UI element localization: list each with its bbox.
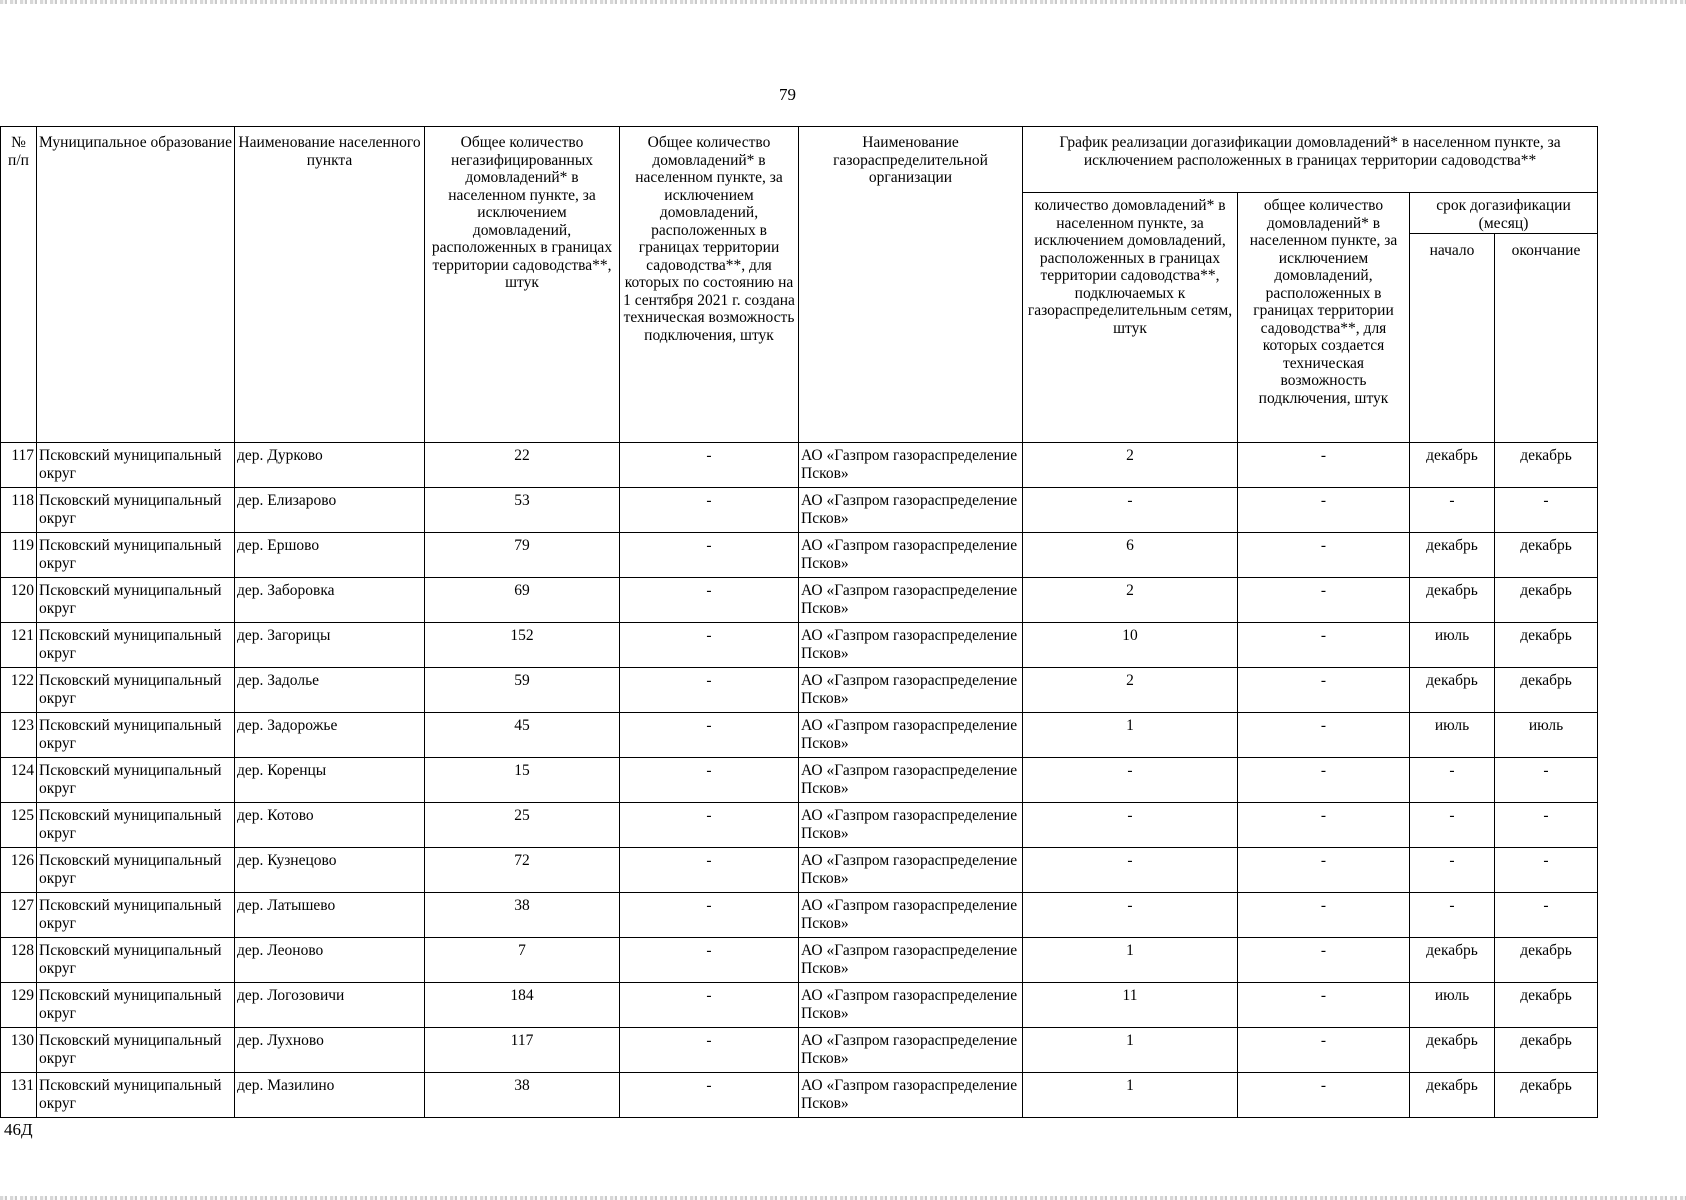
row-connected-count: 6 (1023, 533, 1238, 578)
row-connected-count: - (1023, 758, 1238, 803)
row-total-possible: - (620, 893, 799, 938)
row-created-count: - (1238, 893, 1410, 938)
row-term-start: - (1410, 893, 1495, 938)
row-connected-count: 10 (1023, 623, 1238, 668)
row-created-count: - (1238, 848, 1410, 893)
row-number: 128 (1, 938, 37, 983)
row-term-start: июль (1410, 713, 1495, 758)
row-gas-org: АО «Газпром газораспределение Псков» (799, 983, 1023, 1028)
row-municipality: Псковский муниципальный округ (37, 533, 235, 578)
header-term-end: окончание (1495, 234, 1598, 443)
row-term-start: июль (1410, 983, 1495, 1028)
row-total-possible: - (620, 758, 799, 803)
table-row (1, 758, 1598, 803)
row-term-start: - (1410, 758, 1495, 803)
row-gas-org: АО «Газпром газораспределение Псков» (799, 533, 1023, 578)
row-term-end: декабрь (1495, 668, 1598, 713)
row-number: 127 (1, 893, 37, 938)
row-number: 123 (1, 713, 37, 758)
table-row (1, 1073, 1598, 1118)
row-settlement: дер. Латышево (235, 893, 425, 938)
gasification-table (0, 126, 1598, 1118)
row-term-start: декабрь (1410, 1073, 1495, 1118)
row-settlement: дер. Леоново (235, 938, 425, 983)
header-connected-count: количество домовладений* в населенном пункте, за исключением домовладений, расположенных в границах территории садоводства**, подключаемых к газораспределительным сетям, штук (1023, 193, 1238, 443)
row-created-count: - (1238, 758, 1410, 803)
row-settlement: дер. Дурково (235, 443, 425, 488)
row-term-end: декабрь (1495, 938, 1598, 983)
row-total-possible: - (620, 668, 799, 713)
row-municipality: Псковский муниципальный округ (37, 443, 235, 488)
row-number: 126 (1, 848, 37, 893)
row-connected-count: - (1023, 803, 1238, 848)
row-term-start: июль (1410, 623, 1495, 668)
row-total-ungasified: 79 (425, 533, 620, 578)
row-connected-count: 2 (1023, 668, 1238, 713)
row-number: 124 (1, 758, 37, 803)
row-term-end: - (1495, 893, 1598, 938)
row-total-ungasified: 69 (425, 578, 620, 623)
row-term-end: - (1495, 488, 1598, 533)
row-number: 121 (1, 623, 37, 668)
row-connected-count: 2 (1023, 578, 1238, 623)
row-total-ungasified: 38 (425, 893, 620, 938)
row-connected-count: - (1023, 848, 1238, 893)
row-total-possible: - (620, 713, 799, 758)
table-row (1, 938, 1598, 983)
row-total-possible: - (620, 488, 799, 533)
row-created-count: - (1238, 443, 1410, 488)
row-total-ungasified: 72 (425, 848, 620, 893)
row-connected-count: 11 (1023, 983, 1238, 1028)
row-settlement: дер. Елизарово (235, 488, 425, 533)
row-total-ungasified: 45 (425, 713, 620, 758)
row-total-possible: - (620, 803, 799, 848)
scan-edge-bottom (0, 1196, 1686, 1200)
row-number: 119 (1, 533, 37, 578)
row-settlement: дер. Ершово (235, 533, 425, 578)
row-number: 130 (1, 1028, 37, 1073)
row-created-count: - (1238, 1073, 1410, 1118)
row-gas-org: АО «Газпром газораспределение Псков» (799, 1073, 1023, 1118)
row-gas-org: АО «Газпром газораспределение Псков» (799, 938, 1023, 983)
row-settlement: дер. Задорожье (235, 713, 425, 758)
table-row (1, 443, 1598, 488)
row-term-start: - (1410, 803, 1495, 848)
row-total-ungasified: 117 (425, 1028, 620, 1073)
row-connected-count: - (1023, 893, 1238, 938)
row-total-possible: - (620, 1028, 799, 1073)
page-number: 79 (779, 85, 796, 104)
table-body (1, 443, 1598, 1118)
table-row (1, 893, 1598, 938)
row-settlement: дер. Коренцы (235, 758, 425, 803)
row-connected-count: 1 (1023, 1073, 1238, 1118)
row-term-start: - (1410, 488, 1495, 533)
row-settlement: дер. Задолье (235, 668, 425, 713)
row-term-end: декабрь (1495, 578, 1598, 623)
row-total-possible: - (620, 443, 799, 488)
row-settlement: дер. Заборовка (235, 578, 425, 623)
row-connected-count: 2 (1023, 443, 1238, 488)
row-number: 118 (1, 488, 37, 533)
header-num: № п/п (1, 127, 37, 443)
row-municipality: Псковский муниципальный округ (37, 758, 235, 803)
row-created-count: - (1238, 578, 1410, 623)
row-municipality: Псковский муниципальный округ (37, 1073, 235, 1118)
row-created-count: - (1238, 533, 1410, 578)
row-connected-count: 1 (1023, 1028, 1238, 1073)
header-created-count: общее количество домовладений* в населенном пункте, за исключением домовладений, расположенных в границах территории садоводства**, для которых создается техническая возможность подключения, штук (1238, 193, 1410, 443)
row-created-count: - (1238, 488, 1410, 533)
row-total-ungasified: 22 (425, 443, 620, 488)
table-row (1, 713, 1598, 758)
row-connected-count: 1 (1023, 713, 1238, 758)
row-term-start: - (1410, 848, 1495, 893)
row-created-count: - (1238, 668, 1410, 713)
row-term-end: декабрь (1495, 533, 1598, 578)
row-term-end: июль (1495, 713, 1598, 758)
row-number: 120 (1, 578, 37, 623)
header-schedule: График реализации догазификации домовладений* в населенном пункте, за исключением расположенных в границах территории садоводства** (1023, 127, 1598, 193)
row-term-start: декабрь (1410, 443, 1495, 488)
row-gas-org: АО «Газпром газораспределение Псков» (799, 758, 1023, 803)
row-term-end: декабрь (1495, 1028, 1598, 1073)
row-gas-org: АО «Газпром газораспределение Псков» (799, 1028, 1023, 1073)
row-total-ungasified: 38 (425, 1073, 620, 1118)
table-row (1, 803, 1598, 848)
row-term-start: декабрь (1410, 668, 1495, 713)
row-municipality: Псковский муниципальный округ (37, 848, 235, 893)
row-number: 117 (1, 443, 37, 488)
row-term-end: - (1495, 803, 1598, 848)
row-settlement: дер. Логозовичи (235, 983, 425, 1028)
table-row (1, 623, 1598, 668)
row-gas-org: АО «Газпром газораспределение Псков» (799, 623, 1023, 668)
table-row (1, 1028, 1598, 1073)
row-term-end: декабрь (1495, 983, 1598, 1028)
row-settlement: дер. Котово (235, 803, 425, 848)
row-term-start: декабрь (1410, 533, 1495, 578)
row-number: 125 (1, 803, 37, 848)
row-gas-org: АО «Газпром газораспределение Псков» (799, 668, 1023, 713)
row-municipality: Псковский муниципальный округ (37, 983, 235, 1028)
row-term-start: декабрь (1410, 1028, 1495, 1073)
row-gas-org: АО «Газпром газораспределение Псков» (799, 443, 1023, 488)
row-total-ungasified: 152 (425, 623, 620, 668)
row-created-count: - (1238, 938, 1410, 983)
row-connected-count: 1 (1023, 938, 1238, 983)
row-municipality: Псковский муниципальный округ (37, 713, 235, 758)
row-total-possible: - (620, 623, 799, 668)
header-municipality: Муниципальное образование (37, 127, 235, 443)
header-total-ungasified: Общее количество негазифицированных домовладений* в населенном пункте, за исключением домовладений, расположенных в границах территории садоводства**, штук (425, 127, 620, 443)
row-settlement: дер. Мазилино (235, 1073, 425, 1118)
row-municipality: Псковский муниципальный округ (37, 623, 235, 668)
row-settlement: дер. Загорицы (235, 623, 425, 668)
footer-code: 46Д (4, 1120, 33, 1139)
row-total-ungasified: 15 (425, 758, 620, 803)
row-total-ungasified: 59 (425, 668, 620, 713)
row-municipality: Псковский муниципальный округ (37, 488, 235, 533)
row-created-count: - (1238, 713, 1410, 758)
header-term-start: начало (1410, 234, 1495, 443)
row-total-possible: - (620, 848, 799, 893)
row-municipality: Псковский муниципальный округ (37, 893, 235, 938)
row-total-ungasified: 7 (425, 938, 620, 983)
row-total-ungasified: 53 (425, 488, 620, 533)
table-row (1, 488, 1598, 533)
row-created-count: - (1238, 1028, 1410, 1073)
row-municipality: Псковский муниципальный округ (37, 668, 235, 713)
row-settlement: дер. Лухново (235, 1028, 425, 1073)
scan-edge-top (0, 0, 1686, 4)
row-term-end: декабрь (1495, 623, 1598, 668)
row-total-possible: - (620, 533, 799, 578)
row-number: 122 (1, 668, 37, 713)
row-settlement: дер. Кузнецово (235, 848, 425, 893)
row-municipality: Псковский муниципальный округ (37, 938, 235, 983)
row-gas-org: АО «Газпром газораспределение Псков» (799, 578, 1023, 623)
row-created-count: - (1238, 803, 1410, 848)
row-gas-org: АО «Газпром газораспределение Псков» (799, 488, 1023, 533)
table-row (1, 983, 1598, 1028)
row-number: 129 (1, 983, 37, 1028)
row-total-possible: - (620, 1073, 799, 1118)
header-total-possible: Общее количество домовладений* в населенном пункте, за исключением домовладений, расположенных в границах территории садоводства**, для которых по состоянию на 1 сентября 2021 г. создана техническая возможность подключения, штук (620, 127, 799, 443)
header-gas-org: Наименование газораспределительной организации (799, 127, 1023, 443)
row-gas-org: АО «Газпром газораспределение Псков» (799, 803, 1023, 848)
header-term: срок догазификации (месяц) (1410, 193, 1598, 234)
row-term-end: декабрь (1495, 443, 1598, 488)
row-municipality: Псковский муниципальный округ (37, 1028, 235, 1073)
row-created-count: - (1238, 623, 1410, 668)
row-term-start: декабрь (1410, 578, 1495, 623)
row-municipality: Псковский муниципальный округ (37, 578, 235, 623)
row-total-ungasified: 25 (425, 803, 620, 848)
row-total-possible: - (620, 578, 799, 623)
row-created-count: - (1238, 983, 1410, 1028)
row-term-start: декабрь (1410, 938, 1495, 983)
row-term-end: - (1495, 758, 1598, 803)
table-row (1, 578, 1598, 623)
row-gas-org: АО «Газпром газораспределение Псков» (799, 713, 1023, 758)
table-row (1, 668, 1598, 713)
row-number: 131 (1, 1073, 37, 1118)
row-gas-org: АО «Газпром газораспределение Псков» (799, 893, 1023, 938)
row-gas-org: АО «Газпром газораспределение Псков» (799, 848, 1023, 893)
row-total-ungasified: 184 (425, 983, 620, 1028)
row-term-end: - (1495, 848, 1598, 893)
table-row (1, 533, 1598, 578)
row-connected-count: - (1023, 488, 1238, 533)
table-row (1, 848, 1598, 893)
row-total-possible: - (620, 938, 799, 983)
row-municipality: Псковский муниципальный округ (37, 803, 235, 848)
row-total-possible: - (620, 983, 799, 1028)
header-settlement: Наименование населенного пункта (235, 127, 425, 443)
row-term-end: декабрь (1495, 1073, 1598, 1118)
